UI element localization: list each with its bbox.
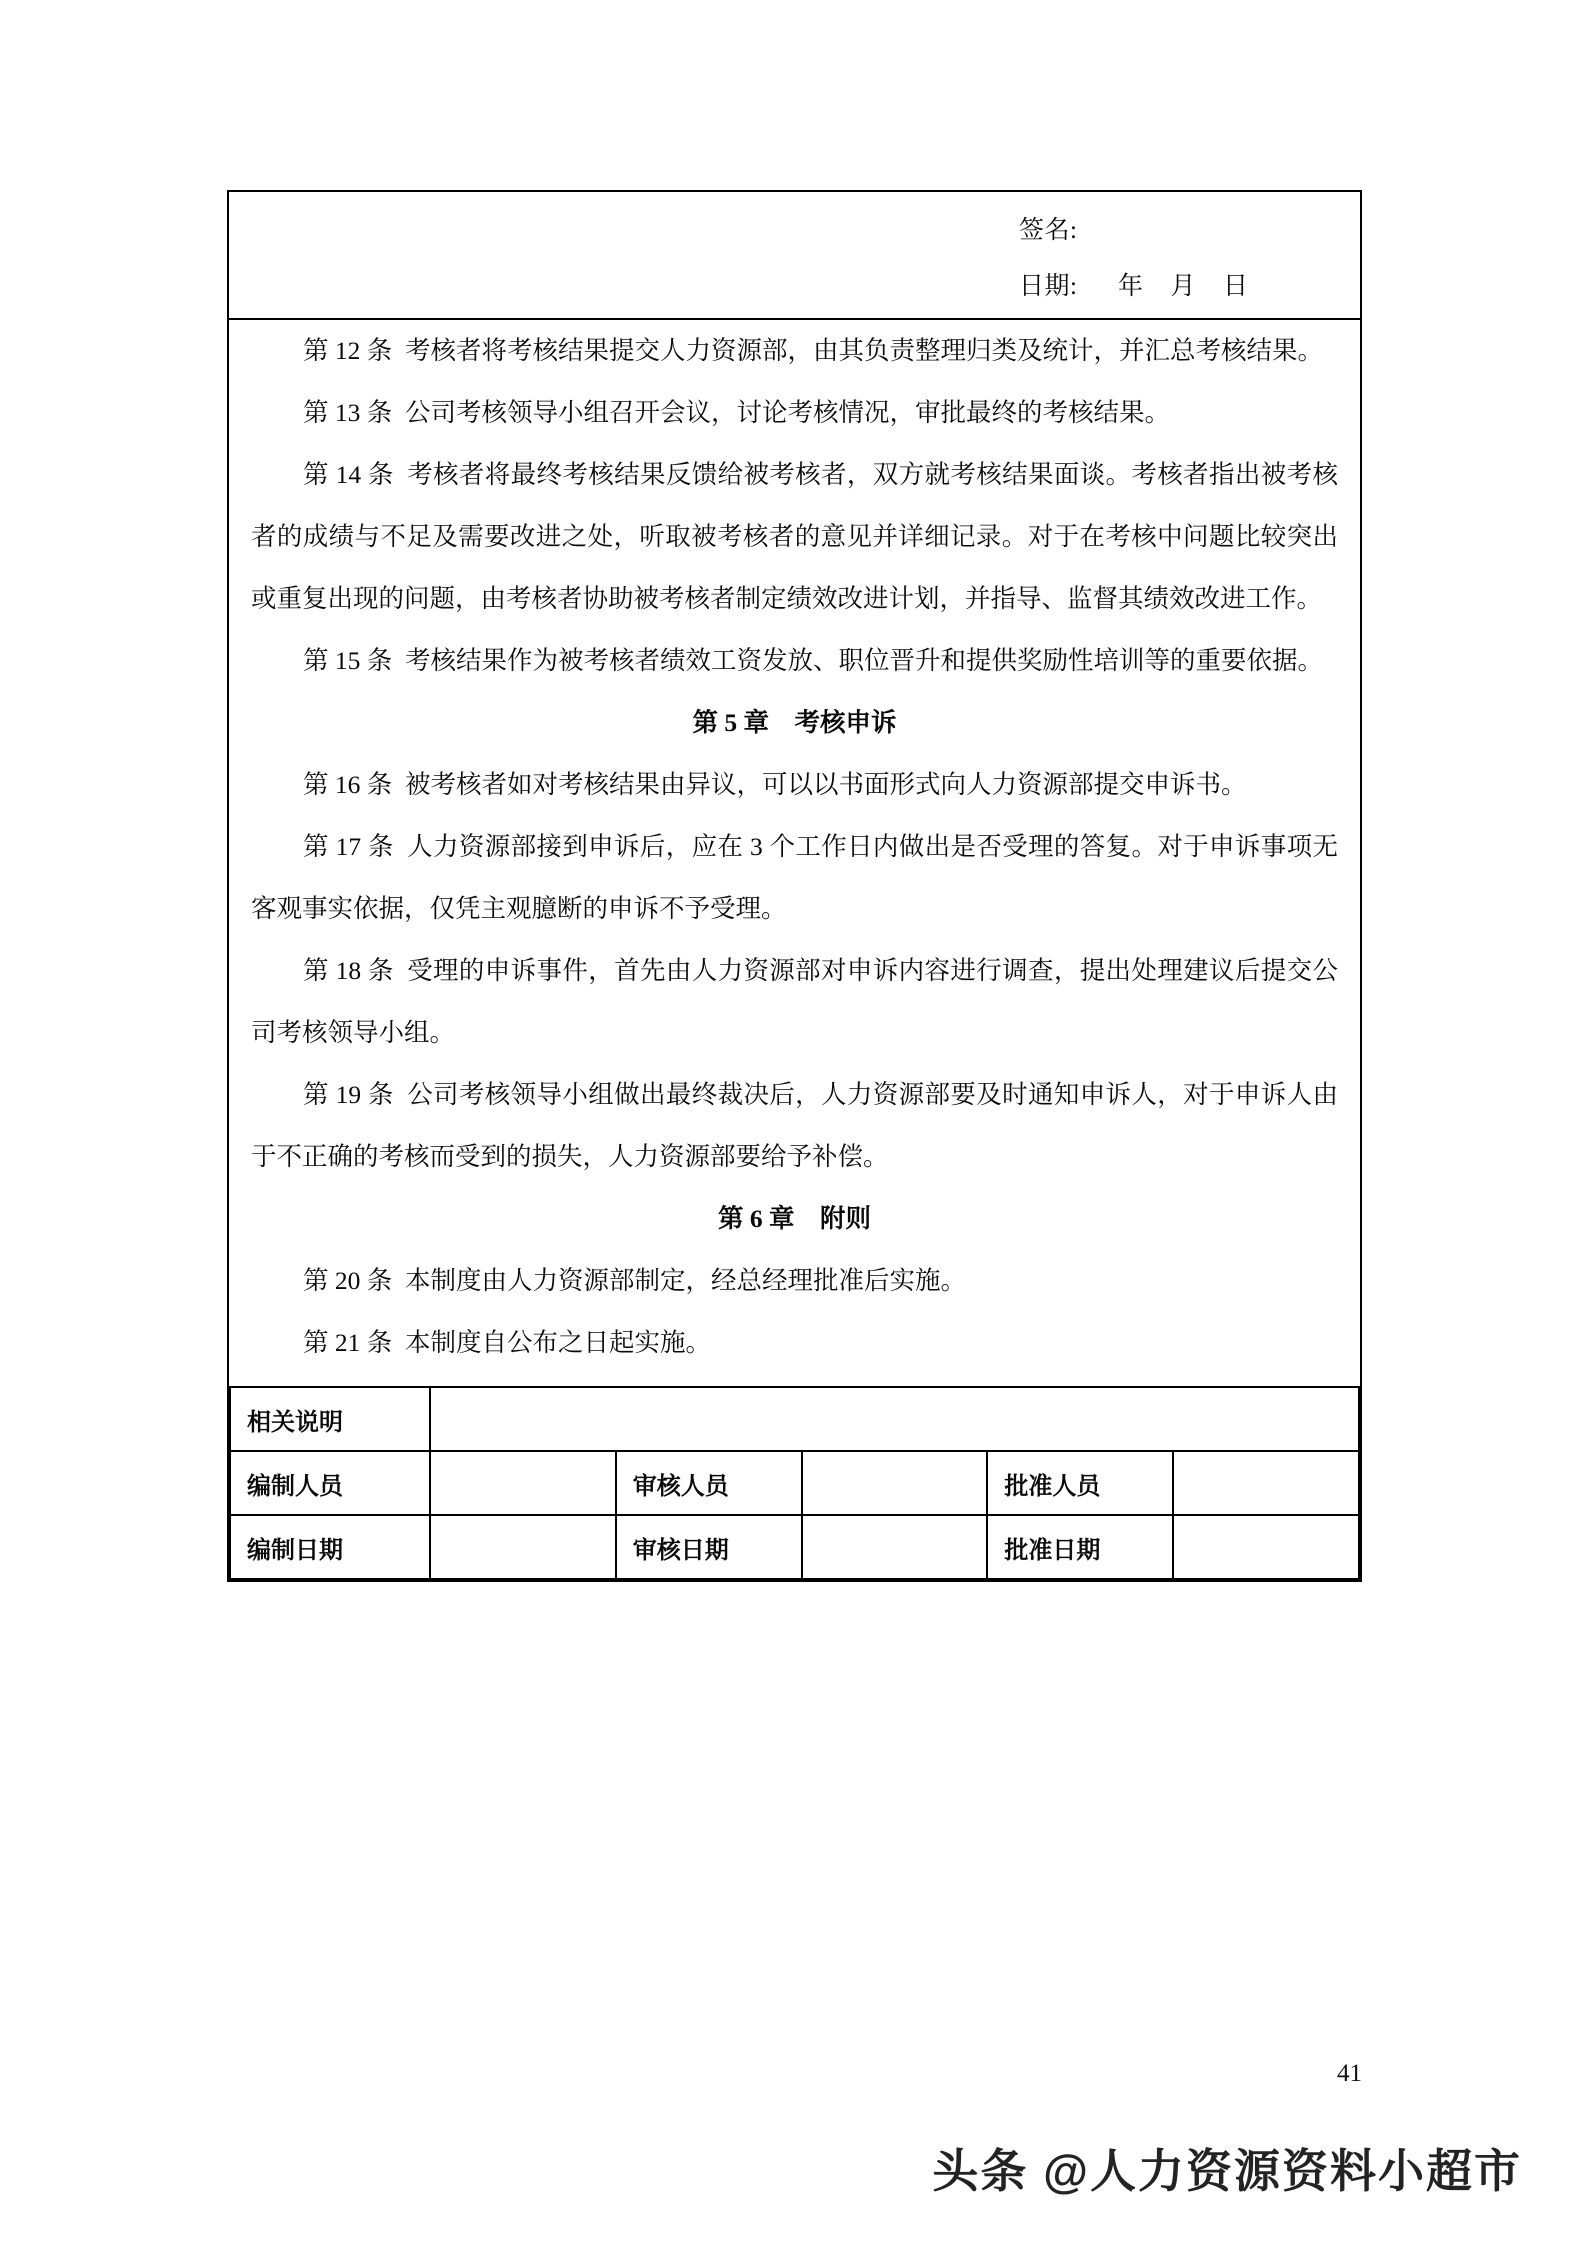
reviewed-date-value-cell[interactable] — [802, 1515, 988, 1579]
prepared-by-label: 编制人员 — [230, 1451, 430, 1515]
prepared-date-value-cell[interactable] — [430, 1515, 616, 1579]
reviewed-by-value-cell[interactable] — [802, 1451, 988, 1515]
signoff-table — [229, 1386, 1360, 1580]
article-12: 第 12 条 考核者将考核结果提交人力资源部，由其负责整理归类及统计，并汇总考核结果。 — [303, 336, 1324, 365]
article-15: 第 15 条 考核结果作为被考核者绩效工资发放、职位晋升和提供奖励性培训等的重要依据。 — [303, 646, 1324, 675]
article-20: 第 20 条 本制度由人力资源部制定，经总经理批准后实施。 — [303, 1266, 967, 1295]
table-row-dates — [230, 1515, 1359, 1579]
article-21: 第 21 条 本制度自公布之日起实施。 — [303, 1328, 712, 1357]
remarks-value-cell[interactable] — [430, 1387, 1359, 1451]
document-content-frame — [227, 190, 1362, 1582]
article-19: 第 19 条 公司考核领导小组做出最终裁决后，人力资源部要及时通知申诉人，对于申诉人由于不正确的考核而受到的损失，人力资源部要给予补偿。 — [251, 1080, 1338, 1171]
table-row-remarks — [230, 1387, 1359, 1451]
reviewed-by-label: 审核人员 — [616, 1451, 802, 1515]
watermark-text: 头条 @人力资源资料小超市 — [932, 2145, 1522, 2197]
table-row-personnel — [230, 1451, 1359, 1515]
signature-date-line: 日期: 年 月 日 — [1019, 273, 1249, 300]
chapter-5-heading: 第 5 章 考核申诉 — [692, 708, 897, 737]
approved-date-label: 批准日期 — [987, 1515, 1173, 1579]
prepared-date-label: 编制日期 — [230, 1515, 430, 1579]
article-14: 第 14 条 考核者将最终考核结果反馈给被考核者，双方就考核结果面谈。考核者指出被考核者的成绩与不足及需要改进之处，听取被考核者的意见并详细记录。对于在考核中问题比较突出或重复出现的问题，由考核者协助被考核者制定绩效改进计划，并指导、监督其绩效改进工作。 — [251, 460, 1338, 613]
approved-by-value-cell[interactable] — [1173, 1451, 1359, 1515]
article-16: 第 16 条 被考核者如对考核结果由异议，可以以书面形式向人力资源部提交申诉书。 — [303, 770, 1247, 799]
approved-date-value-cell[interactable] — [1173, 1515, 1359, 1579]
chapter-6-heading: 第 6 章 附则 — [717, 1204, 871, 1233]
approved-by-label: 批准人员 — [987, 1451, 1173, 1515]
article-18: 第 18 条 受理的申诉事件，首先由人力资源部对申诉内容进行调查，提出处理建议后提交公司考核领导小组。 — [251, 956, 1338, 1047]
article-17: 第 17 条 人力资源部接到申诉后，应在 3 个工作日内做出是否受理的答复。对于申诉事项无客观事实依据，仅凭主观臆断的申诉不予受理。 — [251, 832, 1338, 923]
page-number: 41 — [1337, 2060, 1362, 2087]
signature-box — [229, 192, 1360, 320]
signature-label: 签名: — [1019, 217, 1078, 244]
prepared-by-value-cell[interactable] — [430, 1451, 616, 1515]
document-body — [229, 320, 1360, 1378]
remarks-label: 相关说明 — [230, 1387, 430, 1451]
article-13: 第 13 条 公司考核领导小组召开会议，讨论考核情况，审批最终的考核结果。 — [303, 398, 1171, 427]
reviewed-date-label: 审核日期 — [616, 1515, 802, 1579]
